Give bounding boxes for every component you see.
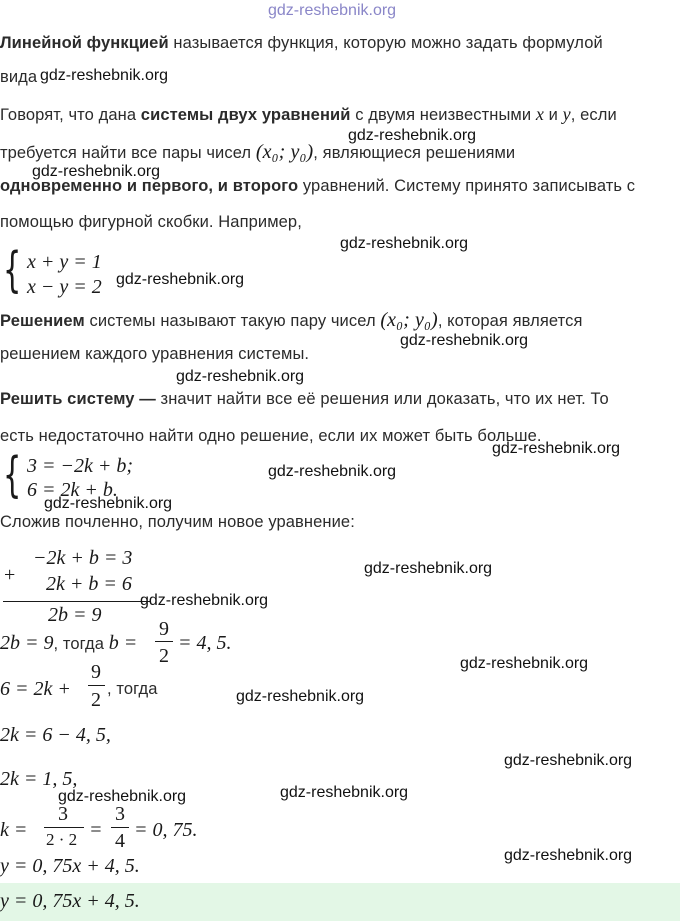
paragraph-text: и: [543, 106, 563, 124]
paragraph-line: есть недостаточно найти одно решение, если их может быть больше.: [0, 427, 542, 445]
watermark: gdz-reshebnik.org: [32, 163, 161, 180]
paragraph-text: с двумя неизвестными: [350, 106, 536, 124]
fraction-numerator: 9: [159, 618, 169, 640]
watermark-top: gdz-reshebnik.org: [268, 2, 397, 19]
paragraph-text: требуется найти все пары чисел: [0, 144, 256, 162]
fraction-denominator: 2: [91, 689, 101, 711]
paragraph-line: вида: [0, 68, 38, 86]
watermark: gdz-reshebnik.org: [492, 440, 621, 457]
paragraph-text: системы называют такую пару чисел: [84, 312, 381, 330]
paragraph-text: , являющиеся решениями: [313, 144, 516, 162]
paragraph-add: Сложив почленно, получим новое уравнение:: [0, 513, 355, 531]
term-solve: Решить систему —: [0, 390, 156, 408]
paragraph-solution-def: [0, 309, 583, 332]
sum-result: 2b = 9: [48, 604, 102, 624]
fraction-line: [88, 685, 105, 686]
fraction-denominator: 2: [159, 645, 169, 667]
fraction-numerator: 3: [115, 803, 125, 825]
fraction-line: [44, 827, 84, 828]
paragraph-line: [0, 177, 635, 196]
sum-eq1: −2k + b = 3: [33, 547, 133, 569]
paragraph-line: [0, 141, 515, 164]
watermark: gdz-reshebnik.org: [268, 463, 397, 480]
step-5: k =: [0, 819, 28, 841]
fraction-denominator: 4: [115, 830, 125, 852]
term-simultaneous: одновременно и первого, и второго: [0, 177, 299, 195]
watermark: gdz-reshebnik.org: [116, 271, 245, 288]
brace-icon: {: [3, 447, 22, 503]
math-expr: = 4, 5.: [178, 632, 232, 654]
paragraph-text: уравнений. Систему принято записывать с: [298, 177, 636, 195]
paragraph-text: называется функция, которую можно задать формулой: [168, 34, 603, 52]
watermark: gdz-reshebnik.org: [348, 127, 477, 144]
watermark: gdz-reshebnik.org: [40, 67, 169, 84]
sum-eq2: 2k + b = 6: [46, 573, 132, 595]
math-pair: (x₀; y₀): [255, 141, 314, 163]
step-1: [0, 632, 137, 655]
math-expr: =: [89, 819, 103, 841]
fraction-numerator: 9: [91, 661, 101, 683]
paragraph-text: , тогда: [53, 635, 109, 653]
system1-eq2: x − y = 2: [27, 276, 102, 298]
step-2: 6 = 2k +: [0, 678, 71, 700]
math-y: y: [562, 104, 571, 124]
paragraph-text: , если: [570, 106, 617, 124]
watermark: gdz-reshebnik.org: [176, 368, 305, 385]
watermark: gdz-reshebnik.org: [58, 788, 187, 805]
math-expr: 2b = 9: [0, 632, 54, 654]
math-expr: = 0, 75.: [134, 819, 198, 841]
answer: y = 0, 75x + 4, 5.: [0, 890, 140, 912]
paragraph-system-def: [0, 104, 617, 125]
term-system: системы двух уравнений: [140, 106, 351, 124]
paragraph-line: решением каждого уравнения системы.: [0, 345, 310, 363]
paragraph-line: помощью фигурной скобки. Например,: [0, 213, 302, 231]
fraction-line: [111, 827, 129, 828]
watermark: gdz-reshebnik.org: [140, 592, 269, 609]
paragraph-text: значит найти все её решения или доказать, что их нет. То: [155, 390, 609, 408]
watermark: gdz-reshebnik.org: [504, 752, 633, 769]
watermark: gdz-reshebnik.org: [400, 332, 529, 349]
paragraph-linear-function: [0, 34, 603, 53]
system2-eq2: 6 = 2k + b.: [27, 479, 118, 501]
term-solution: Решением: [0, 312, 85, 330]
watermark: gdz-reshebnik.org: [340, 235, 469, 252]
watermark: gdz-reshebnik.org: [236, 688, 365, 705]
paragraph-solve-def: [0, 390, 609, 409]
math-x: x: [535, 104, 544, 124]
step-4: 2k = 1, 5,: [0, 768, 78, 790]
watermark: gdz-reshebnik.org: [460, 655, 589, 672]
watermark: gdz-reshebnik.org: [364, 560, 493, 577]
sum-line: [3, 601, 151, 602]
brace-icon: {: [3, 242, 22, 298]
watermark: gdz-reshebnik.org: [280, 784, 409, 801]
system2-eq1: 3 = −2k + b;: [27, 455, 134, 477]
step-3: 2k = 6 − 4, 5,: [0, 724, 111, 746]
math-pair: (x₀; y₀): [380, 309, 438, 331]
step-6: y = 0, 75x + 4, 5.: [0, 855, 140, 877]
term-linear-function: Линейной функцией: [0, 34, 169, 52]
paragraph-text: Говорят, что дана: [0, 106, 141, 124]
math-expr: b =: [108, 632, 138, 654]
fraction-denominator: 2 · 2: [46, 830, 78, 847]
fraction-numerator: 3: [58, 803, 68, 825]
fraction-line: [155, 641, 173, 642]
paragraph-text: , которая является: [437, 312, 583, 330]
watermark: gdz-reshebnik.org: [504, 847, 633, 864]
plus-sign: +: [4, 564, 16, 586]
paragraph-text: , тогда: [107, 680, 158, 698]
system1-eq1: x + y = 1: [27, 251, 102, 273]
watermark: gdz-reshebnik.org: [44, 495, 173, 512]
